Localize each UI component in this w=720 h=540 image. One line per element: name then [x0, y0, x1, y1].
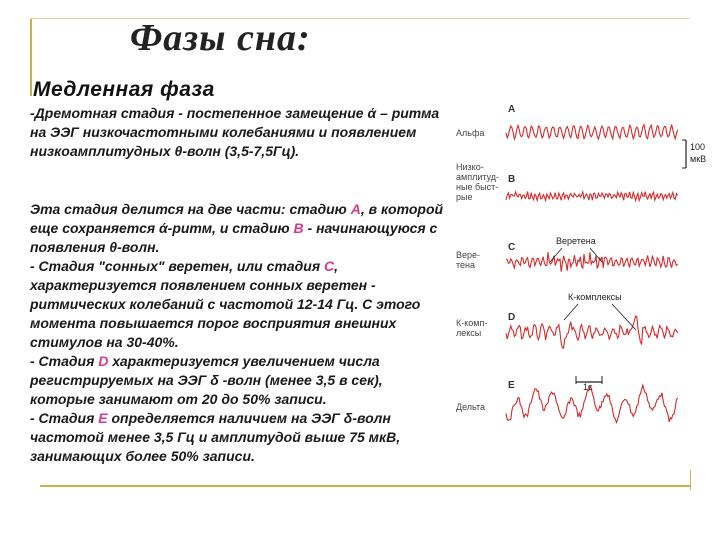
text-stage-e-1: - Стадия: [30, 410, 99, 426]
paragraph-stages: [30, 200, 450, 466]
amplitude-scale-unit: мкВ: [690, 154, 707, 164]
stage-letter-a: A: [350, 201, 361, 217]
text-stage-ab-1: Эта стадия делится на две части: стадию: [30, 201, 351, 217]
eeg-row-label: Низко-: [456, 162, 484, 172]
eeg-rows: [456, 104, 678, 423]
eeg-row-letter: C: [508, 242, 516, 253]
eeg-row-label: Дельта: [456, 402, 486, 412]
eeg-row-label: К-комп-: [456, 318, 488, 328]
eeg-row-d: [456, 312, 678, 348]
frame-bottom-tick: [690, 470, 691, 490]
stage-letter-d: D: [98, 353, 109, 369]
frame-top-line: [30, 18, 690, 19]
eeg-row-letter: B: [508, 174, 516, 185]
amplitude-scale-value: 100: [690, 142, 706, 152]
eeg-row-b: [456, 162, 678, 202]
frame-vertical-line: [30, 18, 32, 96]
eeg-figure: [450, 92, 715, 437]
eeg-trace: [506, 316, 678, 348]
kcomplex-annotation: [564, 292, 636, 330]
eeg-row-c: [456, 242, 678, 272]
text-stage-e-2: определяется наличием на ЭЭГ δ-волн частотой менее 3,5 Гц и амплитудой выше 75 мкВ, занимающих более 50% записи.: [30, 410, 401, 464]
stage-letter-c: C: [323, 258, 335, 274]
spindles-annotation: [550, 236, 602, 262]
stage-letter-e: E: [98, 410, 108, 426]
text-stage-d-1: - Стадия: [30, 353, 99, 369]
text-stage-ab-2: , в которой еще сохраняется ά-ритм, и стадию: [30, 201, 444, 236]
eeg-row-letter: D: [508, 312, 516, 323]
eeg-row-label: тена: [456, 260, 476, 270]
slide-subtitle: Медленная фаза: [33, 78, 215, 101]
kcomplex-label: К-комплексы: [568, 292, 622, 302]
eeg-row-letter: A: [508, 104, 516, 115]
eeg-trace: [506, 192, 678, 201]
eeg-trace: [506, 125, 678, 140]
paragraph-drowsy-stage: -Дремотная стадия - постепенное замещение ά – ритма на ЭЭГ низкочастотными колебаниями и появлением низкоамплитудных θ-волн (3,5-7,5Гц).: [30, 105, 440, 159]
text-stage-c-1: - Стадия "сонных" веретен, или стадия: [30, 258, 324, 274]
eeg-row-label: амплитуд-: [456, 172, 500, 182]
eeg-row-e: [456, 380, 678, 423]
eeg-row-a: [456, 104, 678, 139]
eeg-row-label: Вере-: [456, 250, 481, 260]
eeg-row-label: рые: [456, 192, 473, 202]
eeg-row-label: Альфа: [456, 128, 485, 138]
spindles-label: Веретена: [556, 236, 596, 246]
eeg-row-label: ные быст-: [456, 182, 499, 192]
text-stage-c-2: , характеризуется появлением сонных веретен - ритмических колебаний с частотой 12-14 Гц. С этого момента повышается порог восприятия внешних стимулов на 30-40%.: [30, 258, 421, 350]
slide-title: Фазы сна:: [130, 17, 311, 59]
eeg-row-letter: E: [508, 380, 515, 391]
text-stage-ab-3: - начинающуюся с появления θ-волн.: [30, 220, 438, 255]
text-stage-d-2: характеризуется увеличением числа регистрируемых на ЭЭГ δ -волн (менее 3,5 в сек), которые занимают от 20 до 50% записи.: [30, 353, 383, 407]
frame-bottom-line: [40, 485, 690, 487]
time-scale-label: 1с: [583, 382, 593, 392]
eeg-trace: [506, 252, 678, 272]
stage-letter-b: B: [293, 220, 304, 236]
time-scale: [576, 376, 602, 392]
amplitude-scale: [682, 140, 706, 168]
eeg-row-label: лексы: [456, 328, 482, 338]
